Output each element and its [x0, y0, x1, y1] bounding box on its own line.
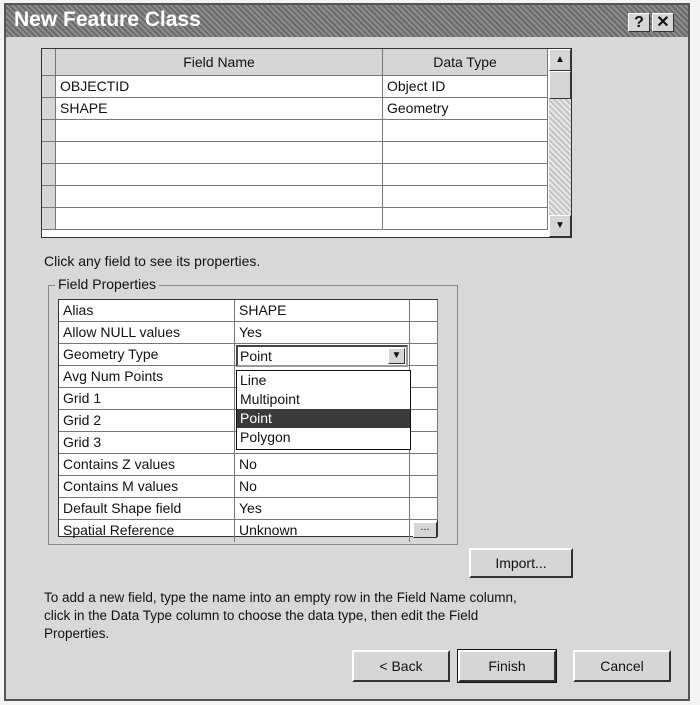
geometry-option-line[interactable]: Line	[240, 372, 267, 388]
scroll-thumb[interactable]	[549, 71, 571, 99]
geometry-type-selected: Point	[240, 348, 272, 364]
data-type-cell[interactable]	[383, 120, 548, 142]
property-extra-cell	[410, 300, 438, 322]
new-feature-class-dialog	[4, 3, 690, 701]
scroll-down-arrow-icon[interactable]: ▼	[549, 215, 571, 237]
column-header-data-type[interactable]: Data Type	[383, 49, 548, 76]
row-selector[interactable]	[42, 98, 56, 120]
field-name-cell[interactable]	[56, 120, 383, 142]
field-properties-legend: Field Properties	[55, 276, 159, 292]
field-name-cell[interactable]	[56, 142, 383, 164]
property-extra-cell	[410, 454, 438, 476]
row-selector[interactable]	[42, 186, 56, 208]
property-label: Allow NULL values	[59, 322, 235, 344]
spatial-reference-value[interactable]: Unknown	[235, 520, 410, 542]
geometry-type-combo[interactable]	[236, 345, 408, 367]
geometry-option-polygon[interactable]: Polygon	[240, 429, 291, 445]
data-type-cell[interactable]	[383, 186, 548, 208]
property-extra-cell	[410, 476, 438, 498]
property-extra-cell	[410, 432, 438, 454]
data-type-cell[interactable]: Geometry	[383, 98, 548, 120]
field-name-cell[interactable]	[56, 186, 383, 208]
property-label: Grid 1	[59, 388, 235, 410]
contains-m-value[interactable]: No	[235, 476, 410, 498]
property-label: Contains Z values	[59, 454, 235, 476]
property-label: Geometry Type	[59, 344, 235, 366]
field-name-cell[interactable]: SHAPE	[56, 98, 383, 120]
property-label: Alias	[59, 300, 235, 322]
property-label: Grid 3	[59, 432, 235, 454]
geometry-option-multipoint[interactable]: Multipoint	[240, 391, 300, 407]
cancel-button[interactable]: Cancel	[573, 650, 671, 682]
data-type-cell[interactable]: Object ID	[383, 76, 548, 98]
spatial-reference-ellipsis-button[interactable]: ...	[413, 522, 437, 538]
property-label: Default Shape field	[59, 498, 235, 520]
import-button[interactable]: Import...	[469, 548, 573, 578]
property-extra-cell	[410, 344, 438, 366]
data-type-cell[interactable]	[383, 208, 548, 230]
instructions-line-1: To add a new field, type the name into an empty row in the Field Name column,	[44, 590, 517, 605]
fields-grid	[41, 48, 572, 238]
row-selector[interactable]	[42, 164, 56, 186]
property-label: Avg Num Points	[59, 366, 235, 388]
row-selector[interactable]	[42, 142, 56, 164]
property-extra-cell	[410, 388, 438, 410]
help-button[interactable]: ?	[628, 13, 650, 32]
column-header-field-name[interactable]: Field Name	[56, 49, 383, 76]
back-button[interactable]: < Back	[352, 650, 450, 682]
close-button[interactable]: ✕	[652, 13, 674, 32]
scroll-up-arrow-icon[interactable]: ▲	[549, 49, 571, 71]
instructions-line-3: Properties.	[44, 626, 110, 641]
geometry-option-point[interactable]: Point	[237, 409, 410, 428]
property-extra-cell	[410, 366, 438, 388]
row-selector[interactable]	[42, 76, 56, 98]
property-extra-cell	[410, 410, 438, 432]
grid-vertical-scrollbar[interactable]	[549, 49, 571, 237]
field-name-cell[interactable]	[56, 208, 383, 230]
alias-value[interactable]: SHAPE	[235, 300, 410, 322]
row-selector[interactable]	[42, 208, 56, 230]
row-selector[interactable]	[42, 120, 56, 142]
dialog-title: New Feature Class	[14, 8, 201, 31]
field-properties-grid	[58, 299, 438, 537]
property-extra-cell	[410, 322, 438, 344]
property-label: Grid 2	[59, 410, 235, 432]
field-name-cell[interactable]	[56, 164, 383, 186]
data-type-cell[interactable]	[383, 164, 548, 186]
allow-null-value[interactable]: Yes	[235, 322, 410, 344]
property-extra-cell	[410, 498, 438, 520]
grid-corner	[42, 49, 56, 76]
title-bar	[6, 5, 688, 37]
field-name-cell[interactable]: OBJECTID	[56, 76, 383, 98]
geometry-type-dropdown-list	[236, 370, 411, 450]
default-shape-field-value[interactable]: Yes	[235, 498, 410, 520]
contains-z-value[interactable]: No	[235, 454, 410, 476]
property-label: Contains M values	[59, 476, 235, 498]
property-label: Spatial Reference	[59, 520, 235, 542]
finish-button[interactable]: Finish	[458, 650, 556, 682]
dropdown-arrow-icon[interactable]: ▼	[388, 348, 405, 364]
instructions-line-2: click in the Data Type column to choose the data type, then edit the Field	[44, 608, 479, 623]
data-type-cell[interactable]	[383, 142, 548, 164]
hint-text: Click any field to see its properties.	[44, 253, 261, 269]
